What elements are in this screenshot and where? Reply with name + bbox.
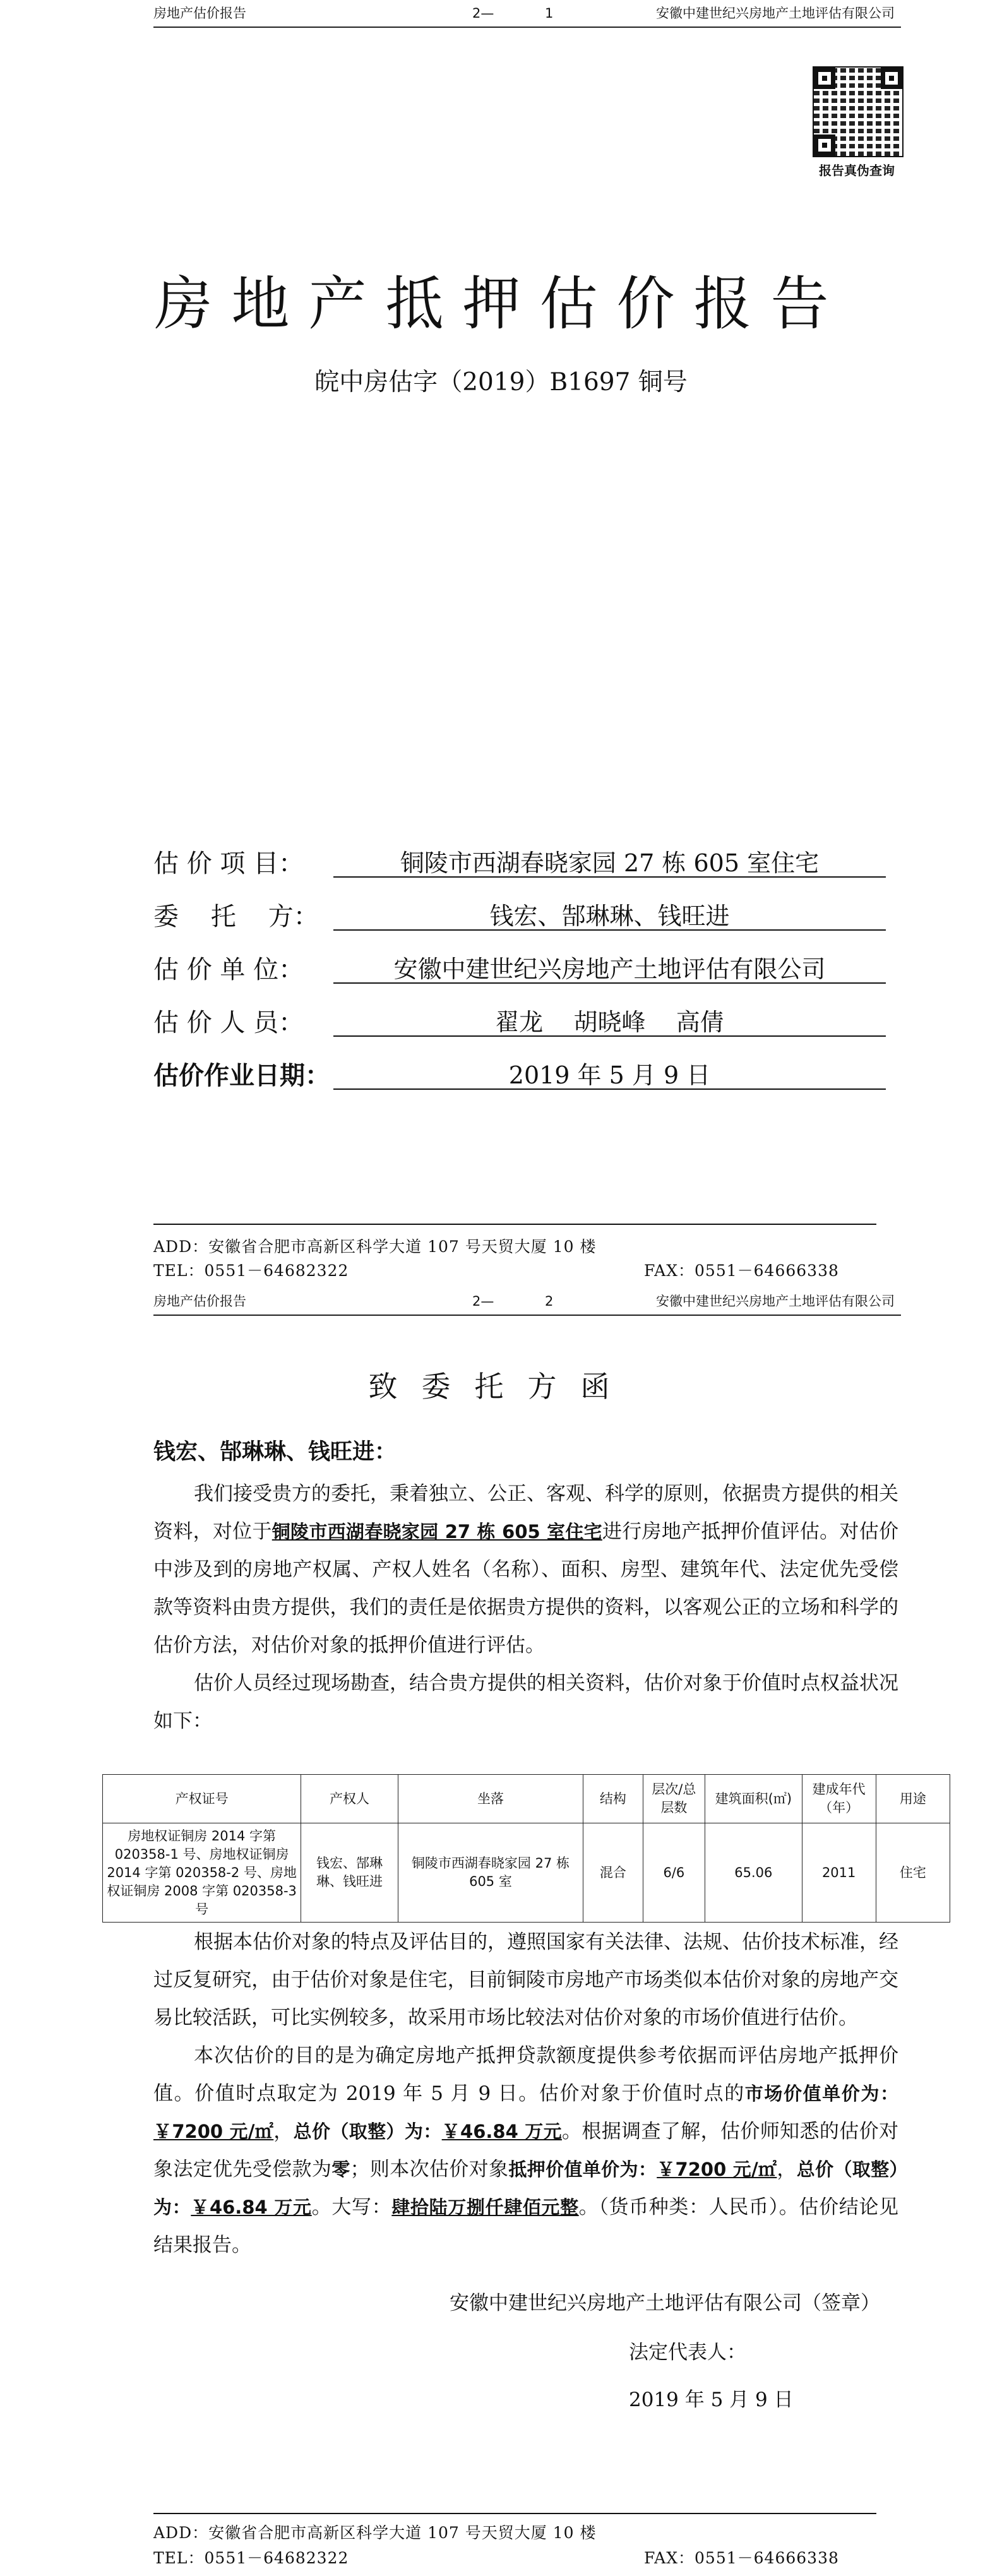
- field-value: 2019 年 5 月 9 日: [333, 1056, 886, 1090]
- text: ，: [777, 2158, 797, 2181]
- table-header-row: [103, 1775, 950, 1823]
- footer-address: ADD：安徽省合肥市高新区科学大道 107 号天贸大厦 10 楼: [153, 1237, 597, 1256]
- text: 。根据调查了解，估价师知悉的估价对象法定优先受偿款为: [153, 2120, 898, 2181]
- text: ；则本次估价对象: [350, 2158, 509, 2181]
- table-cell: 房地权证铜房 2014 字第 020358-1 号、房地权证铜房 2014 字第 020358-2 号、房地权证铜房 2008 字第 020358-3 号: [103, 1823, 301, 1923]
- page-prefix: 2—: [472, 1294, 494, 1309]
- table-cell: 住宅: [876, 1823, 950, 1923]
- property-address: 铜陵市西湖春晓家园 27 栋 605 室住宅: [271, 1521, 602, 1542]
- mortgage-total-label: 总价（取整）为：: [153, 2159, 898, 2218]
- qr-label: 报告真伪查询: [819, 163, 895, 178]
- field-value: 翟龙 胡晓峰 高倩: [333, 1003, 886, 1037]
- signature-date: 2019 年 5 月 9 日: [629, 2388, 794, 2411]
- table-cell: 铜陵市西湖春晓家园 27 栋 605 室: [398, 1823, 583, 1923]
- column-header: 产权人: [301, 1775, 398, 1823]
- text: 根据本估价对象的特点及评估目的，遵照国家有关法律、法规、估价技术标准，经过反复研究，由于估价对象是住宅，目前铜陵市房地产市场类似本估价对象的房地产交易比较活跃，可比实例较多，故采用市场比较法对估价对象的市场价值进行估价。: [153, 1931, 898, 2029]
- table-cell: 65.06: [705, 1823, 802, 1923]
- market-total-label: 总价（取整）为：: [293, 2121, 442, 2142]
- page-prefix: 2—: [472, 6, 494, 21]
- footer-rule: [153, 2513, 876, 2514]
- text: 。（货币种类：人民币）。估价结论见结果报告。: [153, 2196, 899, 2257]
- footer-fax: FAX：0551－64666338: [644, 1261, 839, 1280]
- footer-tel: TEL：0551－64682322: [153, 1261, 349, 1280]
- footer-rule: [153, 1224, 876, 1225]
- table-row: [103, 1823, 950, 1923]
- field-label: 估 价 单 位：: [153, 955, 304, 984]
- paragraph-survey: [153, 1664, 898, 1740]
- market-unit-price: ￥7200 元/㎡: [153, 2121, 274, 2142]
- header-left: 房地产估价报告: [153, 6, 246, 21]
- page-number: 1: [545, 6, 554, 21]
- page-header: [153, 1288, 901, 1316]
- table-cell: 混合: [583, 1823, 643, 1923]
- report-title: 房地产抵押估价报告: [154, 270, 848, 338]
- column-header: 产权证号: [103, 1775, 301, 1823]
- text: 。大写：: [311, 2196, 392, 2219]
- text: 进行房地产抵押价值评估。对估价中涉及到的房地产权属、产权人姓名（名称）、面积、房型、建筑年代、法定优先受偿款等资料由贵方提供，我们的责任是依据贵方提供的资料，以客观公正的立场和科学的估价方法，对估价对象的抵押价值进行评估。: [153, 1520, 899, 1657]
- field-label: 估价作业日期：: [153, 1061, 330, 1090]
- header-right: 安徽中建世纪兴房地产土地评估有限公司: [656, 1294, 895, 1309]
- market-total-price: ￥46.84 万元: [441, 2121, 562, 2142]
- letter-title: 致委托方函: [368, 1369, 634, 1404]
- field-label: 估 价 人 员：: [153, 1008, 304, 1037]
- mortgage-total-price: ￥46.84 万元: [191, 2197, 312, 2218]
- page-header: [153, 0, 901, 28]
- text: ，: [273, 2120, 294, 2143]
- footer-fax: FAX：0551－64666338: [644, 2549, 839, 2567]
- field-label: 委 托 方：: [153, 902, 319, 931]
- footer-tel: TEL：0551－64682322: [153, 2549, 349, 2567]
- market-unit-label: 市场价值单价为：: [744, 2083, 898, 2104]
- column-header: 层次/总层数: [643, 1775, 705, 1823]
- table-cell: 6/6: [643, 1823, 705, 1923]
- mortgage-unit-price: ￥7200 元/㎡: [657, 2159, 777, 2180]
- column-header: 坐落: [398, 1775, 583, 1823]
- signature-company: 安徽中建世纪兴房地产土地评估有限公司（签章）: [450, 2292, 880, 2315]
- text: 我们接受贵方的委托，秉着独立、公正、客观、科学的原则，依据贵方提供的相关资料，对位于: [153, 1482, 898, 1543]
- page-number: 2: [545, 1294, 554, 1309]
- paragraph-intro: [153, 1475, 898, 1664]
- column-header: 用途: [876, 1775, 950, 1823]
- column-header: 建成年代（年）: [802, 1775, 876, 1823]
- text: 估价人员经过现场勘查，结合贵方提供的相关资料，估价对象于价值时点权益状况如下：: [153, 1672, 898, 1732]
- field-value: 钱宏、郜琳琳、钱旺进: [333, 897, 886, 931]
- footer-address: ADD：安徽省合肥市高新区科学大道 107 号天贸大厦 10 楼: [153, 2524, 597, 2542]
- table-cell: 钱宏、郜琳琳、钱旺进: [301, 1823, 398, 1923]
- property-table: [102, 1774, 950, 1923]
- salutation: 钱宏、郜琳琳、钱旺进：: [153, 1440, 397, 1465]
- header-right: 安徽中建世纪兴房地产土地评估有限公司: [656, 6, 895, 21]
- column-header: 建筑面积(㎡): [705, 1775, 802, 1823]
- field-label: 估 价 项 目：: [153, 849, 304, 878]
- qr-code[interactable]: [813, 66, 904, 157]
- column-header: 结构: [583, 1775, 643, 1823]
- header-left: 房地产估价报告: [153, 1294, 246, 1309]
- field-value: 安徽中建世纪兴房地产土地评估有限公司: [333, 950, 886, 984]
- paragraph-conclusion: [153, 2037, 898, 2264]
- table-cell: 2011: [802, 1823, 876, 1923]
- report-number: 皖中房估字（2019）B1697 铜号: [314, 368, 688, 397]
- paragraph-method: [153, 1923, 898, 2037]
- amount-in-words: 肆拾陆万捌仟肆佰元整: [391, 2197, 579, 2218]
- text: 本次估价的目的是为确定房地产抵押贷款额度提供参考依据而评估房地产抵押价值。价值时点取定为 2019 年 5 月 9 日。估价对象于价值时点的: [153, 2044, 898, 2105]
- field-value: 铜陵市西湖春晓家园 27 栋 605 室住宅: [333, 844, 886, 878]
- priority-amount: 零: [331, 2159, 350, 2180]
- legal-representative: 法定代表人：: [629, 2341, 746, 2364]
- mortgage-unit-label: 抵押价值单价为：: [508, 2159, 657, 2180]
